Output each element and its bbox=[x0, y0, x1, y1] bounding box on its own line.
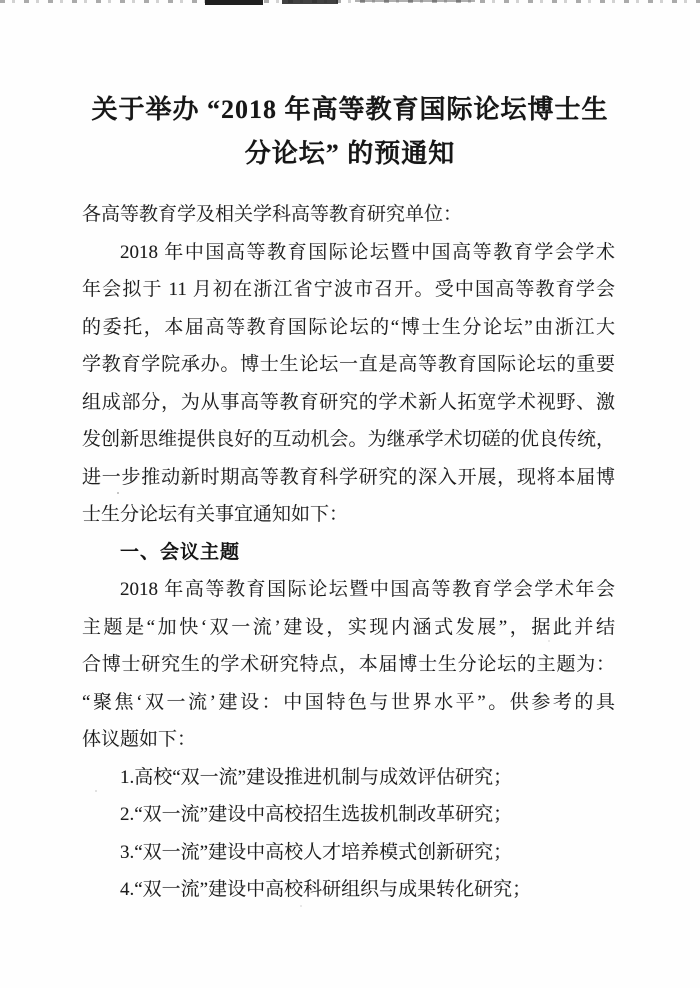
scanner-artifact-segment bbox=[355, 0, 475, 2]
body-line: 组成部分，为从事高等教育研究的学术新人拓宽学术视野、激 bbox=[82, 391, 615, 413]
scanner-artifact-segment bbox=[205, 0, 263, 5]
body-line: 士生分论坛有关事宜通知如下： bbox=[82, 504, 349, 525]
body-line: 学教育学院承办。博士生论坛一直是高等教育国际论坛的重要 bbox=[82, 354, 615, 375]
body-line: 体议题如下： bbox=[82, 729, 197, 750]
body-line: 发创新思维提供良好的互动机会。为继承学术切磋的优良传统， bbox=[82, 429, 615, 450]
body-line: 合博士研究生的学术研究特点，本届博士生分论坛的主题为： bbox=[82, 654, 615, 675]
body-line: 进一步推动新时期高等教育科学研究的深入开展，现将本届博 bbox=[82, 466, 615, 488]
scanner-artifact-segment bbox=[282, 0, 338, 4]
document-title-line-2: 分论坛” 的预通知 bbox=[244, 139, 456, 168]
body-line: 的委托，本届高等教育国际论坛的“博士生分论坛”由浙江大 bbox=[82, 316, 615, 338]
body-line: “聚焦‘双一流’建设：中国特色与世界水平”。供参考的具 bbox=[82, 691, 615, 713]
list-item-line: 2.“双一流”建设中高校招生选拔机制改革研究； bbox=[120, 804, 513, 825]
document-title bbox=[82, 88, 618, 176]
body-line: 年会拟于 11 月初在浙江省宁波市召开。受中国高等教育学会 bbox=[82, 279, 615, 300]
body-line: 2018 年高等教育国际论坛暨中国高等教育学会学术年会 bbox=[120, 579, 615, 600]
list-item-line: 4.“双一流”建设中高校科研组织与成果转化研究； bbox=[120, 879, 532, 900]
body-line: 2018 年中国高等教育国际论坛暨中国高等教育学会学术 bbox=[120, 241, 615, 263]
list-item-line: 3.“双一流”建设中高校人才培养模式创新研究； bbox=[120, 841, 513, 863]
list-item-line: 1.高校“双一流”建设推进机制与成效评估研究； bbox=[120, 766, 513, 788]
scanner-top-edge-artifact bbox=[0, 0, 700, 3]
document-body bbox=[82, 196, 615, 909]
salutation-line: 各高等教育学及相关学科高等教育研究单位： bbox=[82, 204, 463, 225]
body-line: 主题是“加快‘双一流’建设，实现内涵式发展”，据此并结 bbox=[82, 616, 615, 638]
section-heading: 一、会议主题 bbox=[120, 541, 241, 563]
document-title-line-1: 关于举办 “2018 年高等教育国际论坛博士生 bbox=[91, 95, 609, 124]
